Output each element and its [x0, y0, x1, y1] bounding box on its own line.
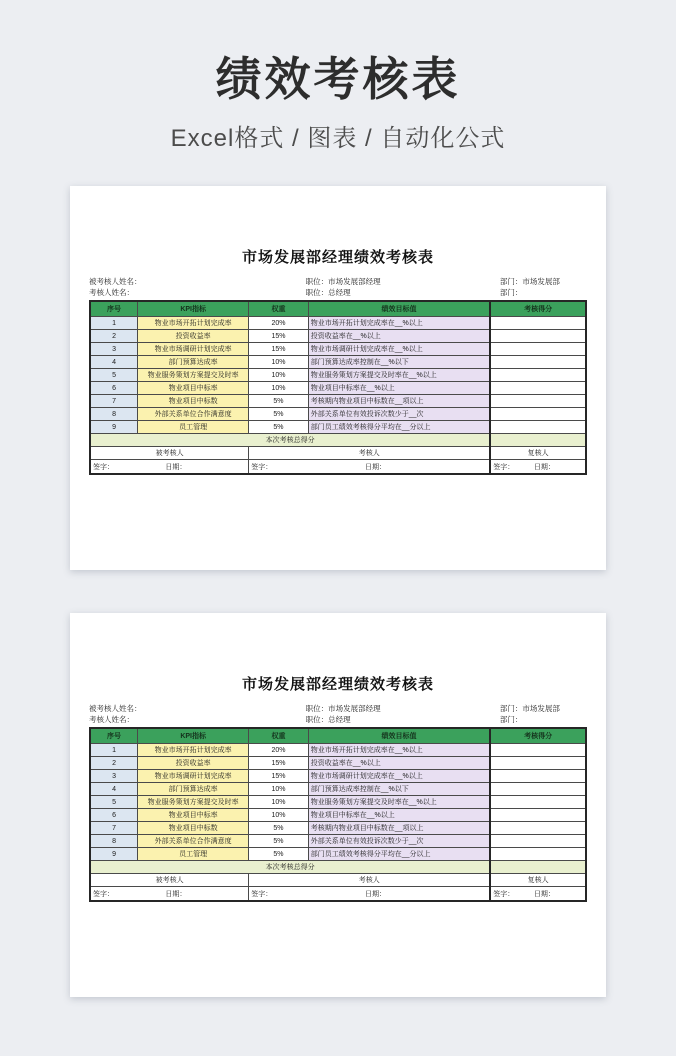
score-cell [490, 330, 586, 343]
weight-cell: 10% [249, 783, 309, 796]
score-cell [490, 317, 586, 330]
date-label: 日期： [165, 463, 187, 471]
col-header-target: 绩效目标值 [308, 301, 490, 317]
kpi-name-cell: 部门预算达成率 [138, 783, 249, 796]
weight-cell: 5% [249, 421, 309, 434]
weight-cell: 10% [249, 356, 309, 369]
weight-cell: 5% [249, 822, 309, 835]
signer-reviewer: 复核人 [490, 874, 586, 887]
kpi-table [89, 300, 587, 475]
kpi-row [90, 408, 586, 421]
kpi-name-cell: 物业项目中标率 [138, 382, 249, 395]
signature-cell-reviewer [490, 460, 586, 475]
kpi-row [90, 809, 586, 822]
weight-cell: 10% [249, 382, 309, 395]
weight-cell: 5% [249, 408, 309, 421]
date-label: 日期： [165, 890, 187, 898]
assessee-name-label: 被考核人姓名： [89, 277, 142, 286]
total-row [90, 434, 586, 447]
score-cell [490, 421, 586, 434]
sign-label: 签字： [493, 463, 515, 471]
kpi-name-cell: 员工管理 [138, 848, 249, 861]
weight-cell: 5% [249, 395, 309, 408]
info-row-assessor [89, 714, 587, 725]
assessor-position-label: 职位：总经理 [305, 715, 351, 724]
seq-cell: 1 [90, 317, 138, 330]
sign-label: 签字： [251, 890, 273, 898]
seq-cell: 8 [90, 835, 138, 848]
seq-cell: 6 [90, 809, 138, 822]
target-value-cell: 投资收益率在__%以上 [308, 330, 490, 343]
signature-row [90, 887, 586, 902]
table-body [90, 744, 586, 861]
weight-cell: 15% [249, 757, 309, 770]
target-value-cell: 考核期内物业项目中标数在__项以上 [308, 822, 490, 835]
score-cell [490, 395, 586, 408]
col-header-seq: 序号 [90, 301, 138, 317]
kpi-name-cell: 物业服务策划方案提交及时率 [138, 796, 249, 809]
score-cell [490, 382, 586, 395]
seq-cell: 9 [90, 421, 138, 434]
kpi-row [90, 770, 586, 783]
assessor-position-label: 职位：总经理 [305, 288, 351, 297]
weight-cell: 20% [249, 744, 309, 757]
kpi-name-cell: 投资收益率 [138, 330, 249, 343]
kpi-name-cell: 物业市场开拓计划完成率 [138, 744, 249, 757]
target-value-cell: 部门预算达成率控制在__%以下 [308, 356, 490, 369]
seq-cell: 1 [90, 744, 138, 757]
kpi-row [90, 796, 586, 809]
weight-cell: 20% [249, 317, 309, 330]
kpi-row [90, 343, 586, 356]
sign-label: 签字： [493, 890, 515, 898]
target-value-cell: 物业市场调研计划完成率在__%以上 [308, 343, 490, 356]
date-label: 日期： [533, 463, 555, 471]
signer-assessee: 被考核人 [90, 874, 249, 887]
kpi-row [90, 356, 586, 369]
signer-assessor: 考核人 [249, 874, 491, 887]
signer-row [90, 874, 586, 887]
signature-row [90, 460, 586, 475]
assessee-position-label: 职位：市场发展部经理 [305, 704, 381, 713]
target-value-cell: 投资收益率在__%以上 [308, 757, 490, 770]
total-score-cell [490, 434, 586, 447]
info-row-assessor [89, 287, 587, 298]
date-label: 日期： [365, 463, 387, 471]
assessor-department-label: 部门： [499, 288, 523, 297]
seq-cell: 2 [90, 757, 138, 770]
assessor-department-label: 部门： [499, 715, 523, 724]
target-value-cell: 外部关系单位有效投诉次数少于__次 [308, 835, 490, 848]
total-score-label: 本次考核总得分 [90, 434, 490, 447]
kpi-name-cell: 物业市场开拓计划完成率 [138, 317, 249, 330]
kpi-name-cell: 部门预算达成率 [138, 356, 249, 369]
info-row-assessee [89, 703, 587, 714]
assessor-name-label: 考核人姓名： [89, 715, 134, 724]
weight-cell: 10% [249, 796, 309, 809]
signer-row [90, 447, 586, 460]
kpi-name-cell: 物业服务策划方案提交及时率 [138, 369, 249, 382]
seq-cell: 4 [90, 356, 138, 369]
target-value-cell: 物业项目中标率在__%以上 [308, 809, 490, 822]
score-cell [490, 835, 586, 848]
col-header-target: 绩效目标值 [308, 728, 490, 744]
signer-assessor: 考核人 [249, 447, 491, 460]
kpi-row [90, 369, 586, 382]
col-header-kpi: KPI指标 [138, 301, 249, 317]
target-value-cell: 物业服务策划方案提交及时率在__%以上 [308, 796, 490, 809]
col-header-score: 考核得分 [490, 301, 586, 317]
weight-cell: 15% [249, 330, 309, 343]
total-row [90, 861, 586, 874]
target-value-cell: 考核期内物业项目中标数在__项以上 [308, 395, 490, 408]
kpi-row [90, 330, 586, 343]
col-header-seq: 序号 [90, 728, 138, 744]
sign-label: 签字： [251, 463, 273, 471]
weight-cell: 15% [249, 343, 309, 356]
kpi-name-cell: 物业市场调研计划完成率 [138, 770, 249, 783]
assessee-position-label: 职位：市场发展部经理 [305, 277, 381, 286]
sheet-info [89, 703, 587, 725]
signature-cell-reviewer [490, 887, 586, 902]
target-value-cell: 物业项目中标率在__%以上 [308, 382, 490, 395]
kpi-row [90, 421, 586, 434]
kpi-name-cell: 物业项目中标率 [138, 809, 249, 822]
target-value-cell: 外部关系单位有效投诉次数少于__次 [308, 408, 490, 421]
date-label: 日期： [365, 890, 387, 898]
score-cell [490, 796, 586, 809]
seq-cell: 7 [90, 395, 138, 408]
kpi-name-cell: 物业项目中标数 [138, 822, 249, 835]
target-value-cell: 物业市场调研计划完成率在__%以上 [308, 770, 490, 783]
kpi-row [90, 744, 586, 757]
seq-cell: 8 [90, 408, 138, 421]
seq-cell: 7 [90, 822, 138, 835]
signature-cell-assessee [90, 460, 249, 475]
kpi-table [89, 727, 587, 902]
target-value-cell: 部门员工绩效考核得分平均在__分以上 [308, 848, 490, 861]
kpi-row [90, 757, 586, 770]
assessee-department-label: 部门：市场发展部 [499, 277, 560, 286]
kpi-name-cell: 物业项目中标数 [138, 395, 249, 408]
sheet-title: 市场发展部经理绩效考核表 [241, 249, 434, 266]
signer-assessee: 被考核人 [90, 447, 249, 460]
table-body [90, 317, 586, 434]
table-header-row [90, 728, 586, 744]
sheet-info [89, 276, 587, 298]
kpi-row [90, 848, 586, 861]
weight-cell: 15% [249, 770, 309, 783]
kpi-row [90, 382, 586, 395]
seq-cell: 4 [90, 783, 138, 796]
score-cell [490, 848, 586, 861]
signature-cell-assessee [90, 887, 249, 902]
seq-cell: 3 [90, 343, 138, 356]
weight-cell: 10% [249, 369, 309, 382]
kpi-row [90, 317, 586, 330]
page-header [0, 0, 676, 153]
target-value-cell: 物业市场开拓计划完成率在__%以上 [308, 317, 490, 330]
total-score-cell [490, 861, 586, 874]
signature-cell-assessor [249, 460, 491, 475]
kpi-row [90, 835, 586, 848]
sheet-preview [70, 186, 606, 475]
seq-cell: 5 [90, 796, 138, 809]
date-label: 日期： [533, 890, 555, 898]
kpi-name-cell: 物业市场调研计划完成率 [138, 343, 249, 356]
kpi-row [90, 395, 586, 408]
total-score-label: 本次考核总得分 [90, 861, 490, 874]
seq-cell: 3 [90, 770, 138, 783]
page-title: 绩效考核表 [215, 53, 461, 105]
sheet-title: 市场发展部经理绩效考核表 [241, 676, 434, 693]
assessee-name-label: 被考核人姓名： [89, 704, 142, 713]
score-cell [490, 809, 586, 822]
kpi-name-cell: 投资收益率 [138, 757, 249, 770]
target-value-cell: 部门预算达成率控制在__%以下 [308, 783, 490, 796]
page-subtitle: Excel格式 / 图表 / 自动化公式 [170, 124, 506, 152]
signer-reviewer: 复核人 [490, 447, 586, 460]
score-cell [490, 408, 586, 421]
target-value-cell: 部门员工绩效考核得分平均在__分以上 [308, 421, 490, 434]
target-value-cell: 物业市场开拓计划完成率在__%以上 [308, 744, 490, 757]
kpi-row [90, 783, 586, 796]
col-header-score: 考核得分 [490, 728, 586, 744]
score-cell [490, 369, 586, 382]
score-cell [490, 770, 586, 783]
assessee-department-label: 部门：市场发展部 [499, 704, 560, 713]
col-header-weight: 权重 [249, 301, 309, 317]
seq-cell: 2 [90, 330, 138, 343]
weight-cell: 5% [249, 835, 309, 848]
signature-cell-assessor [249, 887, 491, 902]
weight-cell: 5% [249, 848, 309, 861]
template-preview-card[interactable] [70, 613, 606, 997]
table-header-row [90, 301, 586, 317]
score-cell [490, 757, 586, 770]
assessor-name-label: 考核人姓名： [89, 288, 134, 297]
col-header-kpi: KPI指标 [138, 728, 249, 744]
kpi-name-cell: 外部关系单位合作满意度 [138, 835, 249, 848]
col-header-weight: 权重 [249, 728, 309, 744]
kpi-name-cell: 外部关系单位合作满意度 [138, 408, 249, 421]
sign-label: 签字： [93, 463, 114, 471]
score-cell [490, 356, 586, 369]
seq-cell: 6 [90, 382, 138, 395]
info-row-assessee [89, 276, 587, 287]
template-preview-card[interactable] [70, 186, 606, 570]
kpi-row [90, 822, 586, 835]
score-cell [490, 343, 586, 356]
seq-cell: 5 [90, 369, 138, 382]
sheet-preview [70, 613, 606, 902]
weight-cell: 10% [249, 809, 309, 822]
kpi-name-cell: 员工管理 [138, 421, 249, 434]
score-cell [490, 822, 586, 835]
score-cell [490, 783, 586, 796]
target-value-cell: 物业服务策划方案提交及时率在__%以上 [308, 369, 490, 382]
sign-label: 签字： [93, 890, 114, 898]
score-cell [490, 744, 586, 757]
seq-cell: 9 [90, 848, 138, 861]
